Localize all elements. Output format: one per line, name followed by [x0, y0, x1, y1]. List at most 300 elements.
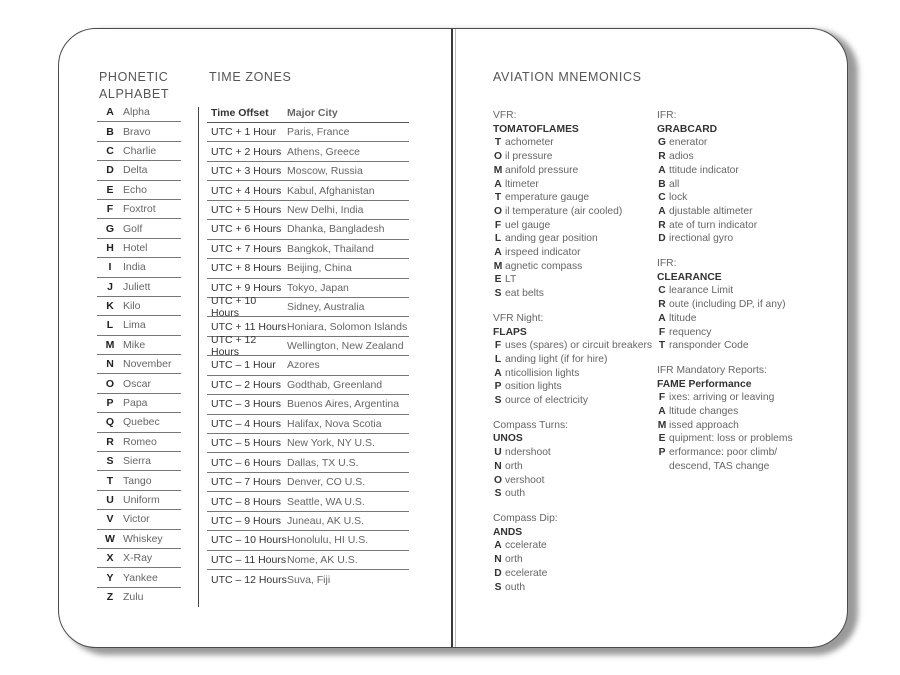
mnemonic-text: emperature gauge [505, 192, 590, 204]
mnemonic-letter: B [658, 178, 666, 190]
phonetic-row [97, 530, 181, 549]
mnemonic-letter: S [494, 395, 502, 407]
mnemonic-letter: A [658, 205, 666, 217]
phonetic-word: Delta [123, 164, 148, 177]
mnemonic-text: ate of turn indicator [669, 219, 758, 231]
mnemonic-text: uel gauge [505, 219, 551, 231]
mnemonic-letter: O [493, 474, 502, 486]
mnemonic-text: nticollision lights [505, 367, 580, 379]
mnemonic-letter: P [494, 381, 502, 393]
phonetic-letter: M [105, 338, 115, 351]
phonetic-title: PHONETIC ALPHABET [99, 70, 170, 101]
mnemonic-item [493, 539, 653, 553]
phonetic-letter: K [106, 300, 114, 313]
mnemonic-letter: A [494, 178, 502, 190]
phonetic-letter: C [106, 144, 114, 157]
timezone-city: Beijing, China [287, 262, 352, 275]
timezones-header-row [207, 103, 409, 123]
timezone-offset: UTC + 4 Hours [211, 184, 282, 197]
mnemonic-text: uses (spares) or circuit breakers [505, 340, 653, 352]
mnemonic-item [493, 380, 653, 394]
timezone-offset: UTC + 9 Hours [211, 281, 282, 294]
mnemonic-text: ltitude [669, 312, 697, 324]
phonetic-row [97, 239, 181, 258]
phonetic-row [97, 355, 181, 374]
mnemonic-text: ransponder Code [669, 340, 749, 352]
mnemonic-item [657, 191, 807, 205]
phonetic-word: Romeo [123, 435, 157, 448]
timezone-city: New York, NY U.S. [287, 437, 375, 450]
mnemonic-item [657, 284, 807, 298]
mnemonic-text: enerator [669, 137, 708, 149]
mnemonic-text: erformance: poor climb/ descend, TAS change [669, 447, 778, 472]
mnemonic-item [657, 391, 807, 405]
phonetic-word: Victor [123, 513, 150, 526]
phonetic-row [97, 142, 181, 161]
phonetic-word: Papa [123, 397, 148, 410]
timezone-city: New Delhi, India [287, 203, 364, 216]
mnemonics-title: AVIATION MNEMONICS [493, 70, 642, 84]
timezone-offset: UTC + 7 Hours [211, 242, 282, 255]
mnemonic-item [493, 219, 653, 233]
mnemonic-text: irspeed indicator [505, 247, 581, 259]
mnemonic-letter: F [658, 392, 666, 404]
book-gutter-edge [455, 29, 456, 647]
phonetic-row [97, 297, 181, 316]
mnemonic-name: UNOS [493, 433, 523, 445]
phonetic-word: India [123, 261, 146, 274]
mnemonics-right-column [657, 109, 807, 485]
mnemonic-letter: S [494, 581, 502, 593]
phonetic-letter: P [106, 397, 114, 410]
timezone-city: Suva, Fiji [287, 573, 331, 586]
timezone-city: Tokyo, Japan [287, 281, 349, 294]
mnemonic-text: anding gear position [505, 233, 598, 245]
mnemonic-item [493, 487, 653, 501]
timezone-offset: UTC – 11 Hours [211, 553, 287, 566]
timezone-city: Athens, Greece [287, 145, 360, 158]
mnemonic-letter: M [493, 164, 503, 176]
mnemonic-item [493, 581, 653, 595]
phonetic-word: Whiskey [123, 532, 163, 545]
mnemonic-text: ource of electricity [505, 395, 588, 407]
phonetic-word: Yankee [123, 571, 158, 584]
book-gutter [451, 29, 453, 647]
mnemonic-item [493, 178, 653, 192]
mnemonic-text: outh [505, 581, 526, 593]
mnemonic-group [657, 257, 807, 353]
timezone-row [207, 201, 409, 220]
phonetic-letter: X [106, 552, 114, 565]
phonetic-word: Quebec [123, 416, 160, 429]
phonetic-word: Lima [123, 319, 146, 332]
timezone-row [207, 220, 409, 239]
mnemonic-item [657, 432, 807, 446]
phonetic-word: Mike [123, 338, 146, 351]
phonetic-letter: H [106, 241, 114, 254]
phonetic-row [97, 336, 181, 355]
mnemonic-label: IFR: [657, 110, 677, 121]
mnemonic-name: GRABCARD [657, 123, 718, 135]
mnemonic-name: CLEARANCE [657, 271, 722, 283]
timezone-row [207, 570, 409, 589]
mnemonic-item [657, 298, 807, 312]
timezone-city: Kabul, Afghanistan [287, 184, 375, 197]
timezone-city: Paris, France [287, 126, 350, 139]
mnemonic-text: anding light (if for hire) [505, 353, 608, 365]
mnemonic-letter: F [494, 340, 502, 352]
mnemonic-letter: N [494, 554, 502, 566]
timezone-city: Azores [287, 359, 320, 372]
phonetic-row [97, 181, 181, 200]
timezone-row [207, 434, 409, 453]
mnemonic-item [493, 273, 653, 287]
mnemonic-letter: S [494, 488, 502, 500]
timezone-offset: UTC – 7 Hours [211, 476, 282, 489]
mnemonic-label: Compass Turns: [493, 419, 568, 431]
phonetic-row [97, 452, 181, 471]
mnemonic-letter: C [658, 192, 666, 204]
mnemonic-name: FAME Performance [657, 378, 752, 390]
mnemonic-text: achometer [505, 137, 554, 149]
timezone-city: Dallas, TX U.S. [287, 456, 359, 469]
phonetic-row [97, 258, 181, 277]
phonetic-row [97, 471, 181, 490]
phonetic-word: Sierra [123, 455, 152, 468]
mnemonic-text: all [669, 178, 680, 190]
timezone-row [207, 453, 409, 472]
mnemonic-letter: L [494, 353, 502, 365]
phonetic-word: Kilo [123, 300, 141, 313]
mnemonic-text: ndershoot [505, 447, 551, 459]
mnemonic-letter: G [657, 137, 666, 149]
timezone-city: Bangkok, Thailand [287, 242, 374, 255]
phonetic-letter: Y [106, 571, 114, 584]
mnemonic-group [493, 512, 653, 594]
phonetic-row [97, 200, 181, 219]
mnemonic-letter: M [493, 260, 503, 272]
timezone-offset: UTC – 1 Hour [211, 359, 276, 372]
mnemonic-item [657, 339, 807, 353]
mnemonic-item [493, 150, 653, 164]
mnemonic-text: orth [505, 460, 523, 472]
mnemonic-name: TOMATOFLAMES [493, 123, 579, 135]
timezone-offset: UTC – 8 Hours [211, 495, 282, 508]
timezone-offset: UTC – 2 Hours [211, 378, 282, 391]
phonetic-word: Zulu [123, 591, 144, 604]
timezone-offset: UTC – 6 Hours [211, 456, 282, 469]
phonetic-letter: D [106, 164, 114, 177]
mnemonic-item [493, 191, 653, 205]
phonetic-letter: E [106, 183, 114, 196]
mnemonic-text: djustable altimeter [669, 205, 753, 217]
phonetic-letter: J [107, 280, 113, 293]
mnemonic-group [493, 312, 653, 408]
phonetic-row [97, 278, 181, 297]
mnemonic-text: ixes: arriving or leaving [669, 392, 775, 404]
mnemonic-item [657, 205, 807, 219]
phonetic-letter: B [106, 125, 114, 138]
mnemonic-letter: O [493, 205, 502, 217]
phonetic-word: Uniform [123, 494, 160, 506]
mnemonic-letter: E [494, 274, 502, 286]
phonetic-row [97, 316, 181, 335]
mnemonic-label: IFR: [657, 258, 677, 270]
timezone-row [207, 295, 409, 320]
timezone-row [207, 551, 409, 570]
mnemonic-text: ccelerate [505, 540, 547, 552]
timezone-offset: UTC + 12 Hours [211, 334, 257, 359]
timezone-offset: UTC – 5 Hours [211, 437, 282, 450]
mnemonic-item [493, 164, 653, 178]
timezone-offset: UTC – 10 Hours [211, 534, 287, 547]
timezone-offset: UTC – 4 Hours [211, 417, 282, 430]
mnemonic-letter: F [658, 326, 666, 338]
mnemonic-text: lock [669, 192, 688, 204]
column-divider [198, 107, 199, 607]
timezones-title: TIME ZONES [209, 70, 292, 84]
mnemonic-label: VFR: [493, 110, 517, 121]
phonetic-row [97, 433, 181, 452]
mnemonic-letter: A [494, 540, 502, 552]
timezone-city: Wellington, New Zealand [287, 340, 404, 353]
mnemonic-letter: A [494, 367, 502, 379]
mnemonic-item [493, 567, 653, 581]
phonetic-word: X-Ray [123, 552, 153, 565]
mnemonic-letter: L [494, 233, 502, 245]
timezone-row [207, 259, 409, 278]
mnemonic-text: oute (including DP, if any) [669, 299, 786, 311]
mnemonic-item [493, 367, 653, 381]
timezone-offset: UTC + 1 Hour [211, 126, 277, 139]
mnemonic-text: adios [669, 151, 694, 163]
timezone-city: Seattle, WA U.S. [287, 495, 365, 508]
timezone-offset: UTC + 6 Hours [211, 223, 282, 236]
phonetic-word: Oscar [123, 377, 152, 390]
phonetic-letter: S [106, 455, 114, 468]
phonetic-letter: T [106, 474, 114, 487]
mnemonic-letter: R [658, 219, 666, 231]
timezone-city: Dhanka, Bangladesh [287, 223, 385, 236]
mnemonic-item [493, 474, 653, 488]
phonetic-letter: W [105, 532, 115, 545]
timezone-row [207, 181, 409, 200]
open-booklet [58, 28, 848, 648]
mnemonic-name: ANDS [493, 526, 523, 538]
mnemonic-text: issed approach [669, 419, 739, 431]
phonetic-letter: Q [105, 416, 115, 429]
mnemonic-text: osition lights [505, 381, 562, 393]
phonetic-letter: I [108, 261, 112, 274]
mnemonic-text: orth [505, 554, 523, 566]
mnemonic-group [493, 419, 653, 501]
mnemonic-item [493, 260, 653, 274]
mnemonic-letter: A [658, 312, 666, 324]
timezone-city: Sidney, Australia [287, 301, 365, 314]
mnemonic-item [657, 312, 807, 326]
mnemonic-name: FLAPS [493, 326, 527, 338]
mnemonic-item [493, 246, 653, 260]
mnemonic-item [493, 460, 653, 474]
mnemonic-letter: A [494, 247, 502, 259]
mnemonic-item [657, 150, 807, 164]
mnemonic-group [493, 109, 653, 301]
mnemonic-label: IFR Mandatory Reports: [657, 364, 767, 376]
phonetic-word: Bravo [123, 125, 151, 138]
timezone-row [207, 162, 409, 181]
mnemonic-item [657, 164, 807, 178]
mnemonic-letter: T [658, 340, 666, 352]
mnemonic-item [493, 446, 653, 460]
phonetic-word: Alpha [123, 106, 150, 119]
mnemonic-text: LT [505, 274, 517, 286]
mnemonic-item [493, 232, 653, 246]
mnemonic-item [657, 178, 807, 192]
mnemonic-item [493, 394, 653, 408]
mnemonic-text: il pressure [505, 151, 553, 163]
timezone-city: Halifax, Nova Scotia [287, 417, 382, 430]
mnemonic-text: ltitude changes [669, 406, 739, 418]
timezone-offset: UTC – 9 Hours [211, 514, 282, 527]
header-time-offset: Time Offset [211, 106, 269, 119]
timezone-row [207, 531, 409, 550]
mnemonic-letter: A [658, 164, 666, 176]
mnemonic-group [657, 109, 807, 246]
mnemonic-group [657, 364, 807, 474]
timezone-row [207, 376, 409, 395]
timezone-row [207, 415, 409, 434]
mnemonic-letter: N [494, 460, 502, 472]
mnemonic-text: anifold pressure [505, 164, 579, 176]
mnemonic-text: ecelerate [505, 567, 548, 579]
mnemonic-text: agnetic compass [505, 260, 583, 272]
mnemonic-letter: F [494, 219, 502, 231]
mnemonic-item [657, 326, 807, 340]
timezone-row [207, 240, 409, 259]
timezone-offset: UTC – 3 Hours [211, 398, 282, 411]
mnemonic-item [657, 419, 807, 433]
phonetic-word: Foxtrot [123, 203, 156, 216]
mnemonic-item [493, 287, 653, 301]
phonetic-row [97, 413, 181, 432]
timezone-offset: UTC + 10 Hours [211, 295, 257, 320]
mnemonic-letter: U [494, 447, 502, 459]
timezone-row [207, 356, 409, 375]
phonetic-letter: N [106, 358, 114, 371]
phonetic-word: Hotel [123, 241, 148, 254]
timezone-offset: UTC – 12 Hours [211, 573, 287, 586]
phonetic-letter: A [106, 106, 114, 119]
mnemonic-label: VFR Night: [493, 312, 544, 324]
timezone-row [207, 123, 409, 142]
timezone-city: Nome, AK U.S. [287, 553, 358, 566]
phonetic-row [97, 219, 181, 238]
timezone-row [207, 512, 409, 531]
timezone-offset: UTC + 5 Hours [211, 203, 282, 216]
phonetic-letter: L [106, 319, 114, 332]
mnemonic-text: requency [669, 326, 712, 338]
phonetic-row [97, 374, 181, 393]
phonetic-list [97, 103, 181, 607]
timezone-row [207, 142, 409, 161]
timezone-offset: UTC + 3 Hours [211, 165, 282, 178]
mnemonic-text: ltimeter [505, 178, 539, 190]
mnemonic-letter: R [658, 151, 666, 163]
mnemonic-item [657, 136, 807, 150]
mnemonic-letter: O [493, 151, 502, 163]
timezones-rows [207, 123, 409, 590]
mnemonic-letter: D [494, 567, 502, 579]
timezone-row [207, 395, 409, 414]
mnemonic-text: irectional gyro [669, 233, 734, 245]
phonetic-word: Tango [123, 474, 152, 487]
phonetic-row [97, 394, 181, 413]
mnemonic-label: Compass Dip: [493, 512, 558, 524]
timezone-offset: UTC + 2 Hours [211, 145, 282, 158]
phonetic-row [97, 103, 181, 122]
timezone-city: Honiara, Solomon Islands [287, 320, 408, 333]
mnemonic-letter: D [658, 233, 666, 245]
mnemonic-letter: C [658, 285, 666, 297]
phonetic-word: Echo [123, 183, 147, 196]
mnemonic-letter: T [494, 192, 502, 204]
mnemonic-letter: E [658, 433, 666, 445]
mnemonic-letter: M [657, 419, 667, 431]
timezones-table [207, 103, 409, 590]
phonetic-letter: O [105, 377, 115, 390]
mnemonic-item [493, 353, 653, 367]
mnemonic-item [657, 232, 807, 246]
phonetic-row [97, 549, 181, 568]
mnemonic-item [657, 405, 807, 419]
phonetic-letter: G [105, 222, 115, 235]
mnemonic-text: quipment: loss or problems [669, 433, 793, 445]
phonetic-row [97, 491, 181, 510]
mnemonics-left-column [493, 109, 653, 605]
phonetic-letter: F [106, 203, 114, 216]
timezone-row [207, 473, 409, 492]
mnemonic-item [493, 339, 653, 353]
timezone-city: Godthab, Greenland [287, 378, 383, 391]
mnemonic-item [493, 136, 653, 150]
mnemonic-letter: R [658, 299, 666, 311]
header-major-city: Major City [287, 106, 338, 119]
mnemonic-text: ttitude indicator [669, 164, 739, 176]
timezone-city: Denver, CO U.S. [287, 476, 366, 489]
phonetic-row [97, 510, 181, 529]
timezone-city: Honolulu, HI U.S. [287, 534, 369, 547]
mnemonic-text: eat belts [505, 288, 544, 300]
phonetic-letter: Z [106, 591, 114, 604]
timezone-city: Buenos Aires, Argentina [287, 398, 400, 411]
timezone-row [207, 334, 409, 359]
phonetic-row [97, 161, 181, 180]
mnemonic-item [657, 219, 807, 233]
phonetic-word: Juliett [123, 280, 151, 293]
mnemonic-letter: S [494, 288, 502, 300]
mnemonic-item [493, 205, 653, 219]
timezone-city: Juneau, AK U.S. [287, 514, 365, 527]
phonetic-word: November [123, 358, 172, 371]
phonetic-letter: U [106, 494, 114, 506]
phonetic-row [97, 568, 181, 587]
mnemonic-letter: T [494, 137, 502, 149]
mnemonic-letter: P [658, 447, 666, 459]
phonetic-letter: V [106, 513, 114, 526]
timezone-city: Moscow, Russia [287, 165, 363, 178]
mnemonic-item [493, 553, 653, 567]
mnemonic-text: outh [505, 488, 526, 500]
